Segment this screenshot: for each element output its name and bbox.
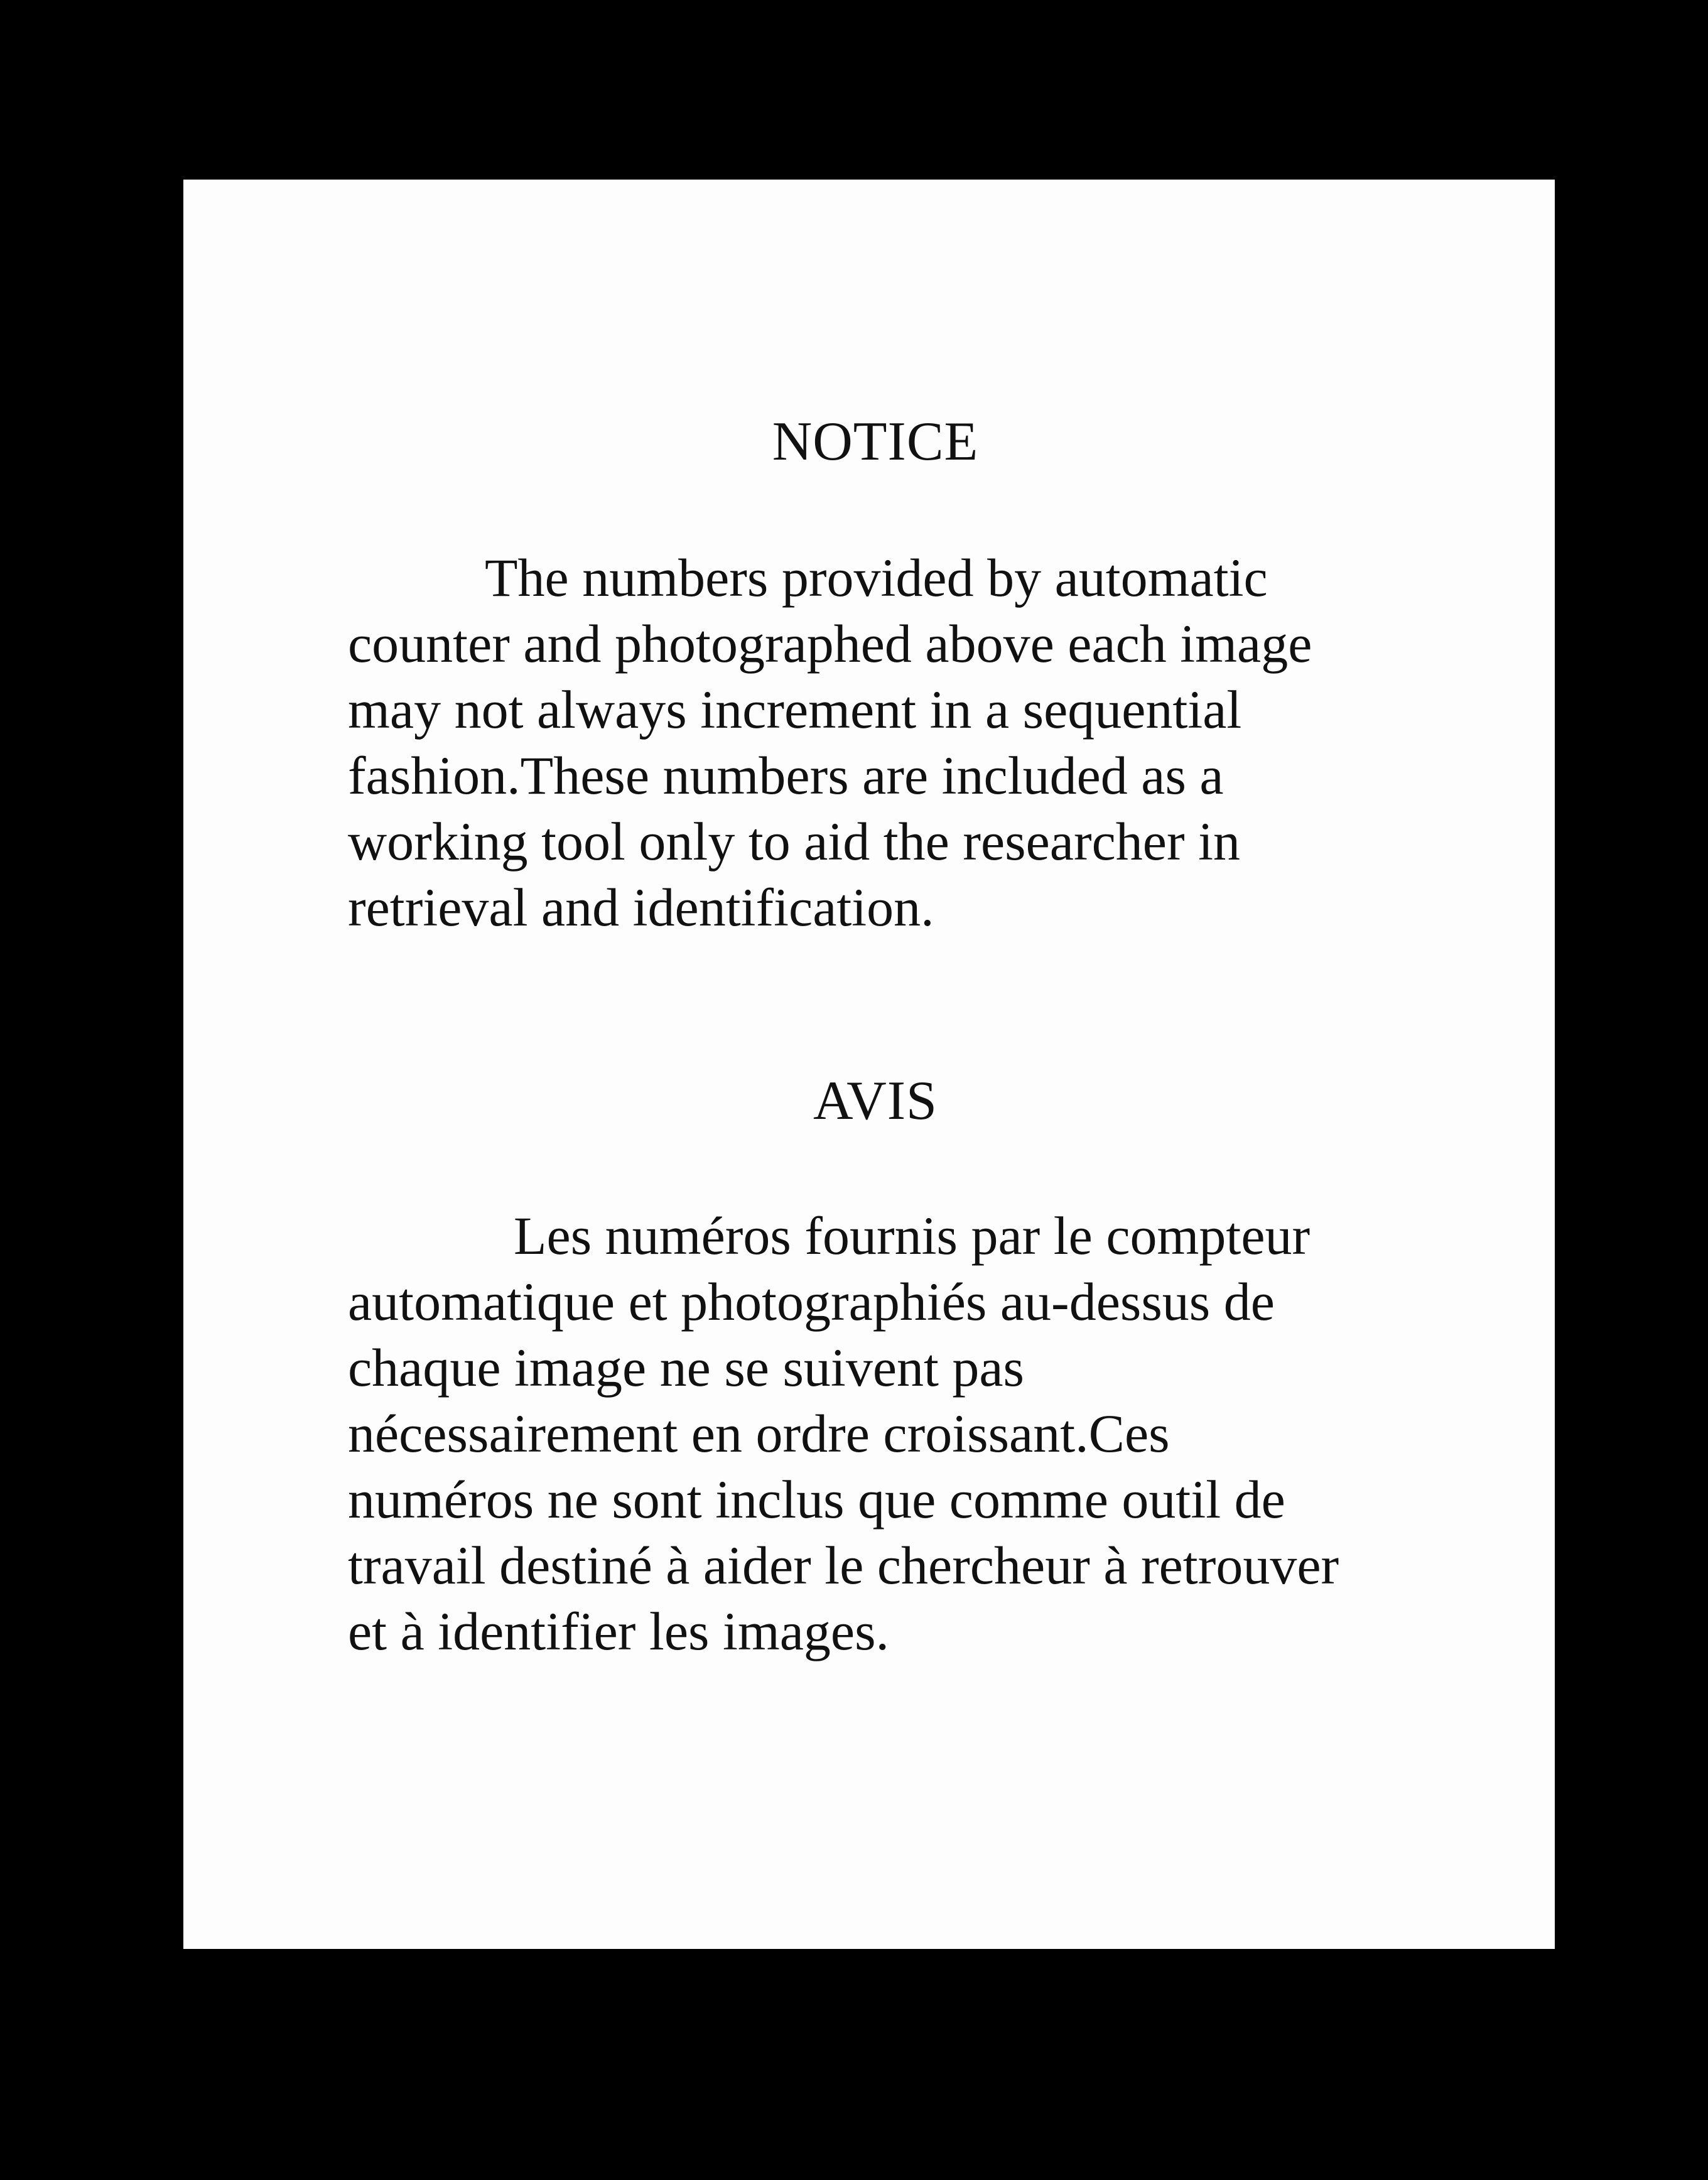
avis-line: et à identifier les images. — [348, 1601, 890, 1661]
notice-line: working tool only to aid the researcher in — [348, 811, 1240, 871]
avis-line: nécessairement en ordre croissant.Ces — [348, 1403, 1170, 1464]
avis-paragraph — [348, 1203, 1339, 1665]
avis-line: numéros ne sont inclus que comme outil de — [348, 1469, 1285, 1530]
avis-title: AVIS — [813, 1071, 938, 1131]
notice-paragraph — [348, 545, 1312, 941]
avis-line: automatique et photographiés au-dessus de — [348, 1271, 1275, 1332]
notice-line: may not always increment in a sequential — [348, 679, 1242, 740]
notice-line: retrieval and identification. — [348, 877, 934, 937]
notice-line: counter and photographed above each image — [348, 613, 1312, 674]
avis-line: chaque image ne se suivent pas — [348, 1337, 1025, 1398]
notice-line: fashion.These numbers are included as a — [348, 745, 1224, 806]
avis-line: travail destiné à aider le chercheur à retrouver — [348, 1535, 1339, 1595]
avis-line: Les numéros fournis par le compteur — [514, 1206, 1311, 1266]
notice-title: NOTICE — [772, 411, 979, 472]
paper-sheet — [183, 180, 1555, 1949]
notice-line: The numbers provided by automatic — [485, 548, 1268, 608]
